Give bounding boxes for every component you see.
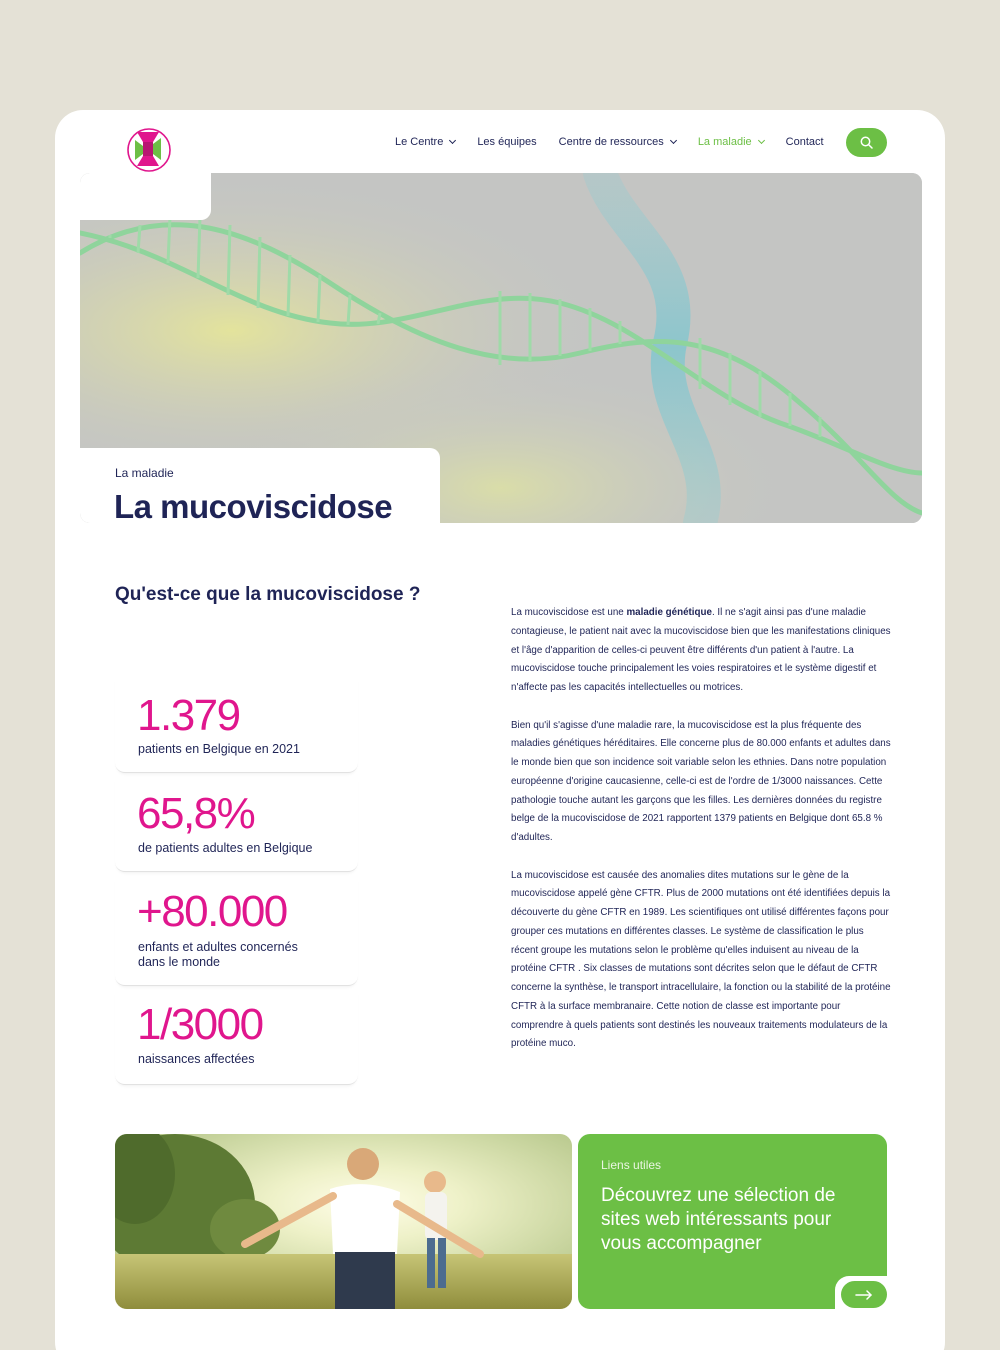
stat-label: de patients adultes en Belgique bbox=[138, 841, 313, 855]
chevron-down-icon bbox=[758, 137, 765, 144]
article-body bbox=[511, 604, 891, 1073]
nav-item-contact[interactable] bbox=[786, 136, 824, 148]
search-button[interactable] bbox=[846, 128, 887, 157]
stat-label: naissances affectées bbox=[138, 1052, 255, 1066]
stat-card bbox=[115, 775, 358, 872]
useful-links-button[interactable] bbox=[841, 1281, 887, 1308]
paragraph: La mucoviscidose est causée des anomalies dites mutations sur le gène de la mucoviscidose appelé gène CFTR. Plus de 2000 mutations ont été identifiées depuis la découverte du gène CFTR en 1989. Les scientifiques ont utilisé différentes façons pour grouper ces mutations en différentes classes. Le système de classification le plus récent groupe les mutations selon le problème qu'elles induisent au niveau de la protéine CFTR . Six classes de mutations sont décrites selon que le défaut de CFTR concerne la synthèse, le transport intracellulaire, la fonction ou la stabilité de la protéine CFTR à la surface membranaire. Cette notion de classe est importante pour comprendre à quels patients sont destinés les nouveaux traitements modulateurs de la protéine muco. bbox=[511, 869, 891, 1050]
stat-card bbox=[115, 988, 358, 1085]
nav-item-label: Les équipes bbox=[477, 136, 537, 148]
logo-mark-icon bbox=[123, 122, 175, 174]
paragraph: Bien qu'il s'agisse d'une maladie rare, la mucoviscidose est la plus fréquente des maladies génétiques héréditaires. Elle concerne plus de 80.000 enfants et adultes dans le monde bien que son incidence soit variable selon les ethnies. Dans notre population européenne d'origine caucasienne, celle-ci est de l'ordre de 1/3000 naissances. Cette pathologie touche autant les garçons que les filles. Les dernières données du registre belge de la mucoviscidose de 2021 rapportent 1379 patients en Belgique dont 65.8 % d'adultes. bbox=[511, 719, 891, 843]
stat-label: enfants et adultes concernés dans le monde bbox=[138, 940, 298, 969]
arrow-right-icon bbox=[855, 1290, 873, 1300]
useful-links-text: Découvrez une sélection de sites web intéressants pour vous accompagner bbox=[601, 1185, 836, 1254]
nav-item-label: Contact bbox=[785, 136, 824, 148]
children-photo bbox=[115, 1134, 572, 1309]
text: . Il ne s'agit ainsi pas d'une maladie contagieuse, le patient nait avec la mucoviscidose bien que les manifestations cliniques et l'âge d'apparition de celles-ci peuvent être différents d'un patient à l'autre. La mucoviscidose touche principalement les voies respiratoires et le système digestif et n'affecte pas les capacités intellectuelles ou motrices. bbox=[511, 607, 891, 693]
hero-image bbox=[80, 173, 922, 523]
page-eyebrow: La maladie bbox=[115, 466, 174, 480]
nav-item-centre-de-ressources[interactable] bbox=[559, 136, 676, 148]
paragraph bbox=[511, 604, 891, 698]
stat-card bbox=[115, 675, 358, 773]
hero-logo-tab bbox=[80, 173, 211, 220]
bold-text: maladie génétique bbox=[626, 607, 712, 618]
stat-value: 65,8% bbox=[137, 789, 255, 838]
stat-value: 1/3000 bbox=[137, 1000, 263, 1049]
nav-item-la-maladie[interactable] bbox=[698, 136, 764, 148]
page-title: La mucoviscidose bbox=[114, 488, 393, 525]
stat-card bbox=[115, 875, 358, 986]
stat-label: patients en Belgique en 2021 bbox=[138, 742, 300, 756]
stat-value: +80.000 bbox=[137, 887, 287, 936]
chevron-down-icon bbox=[670, 137, 677, 144]
useful-links-card[interactable] bbox=[578, 1134, 887, 1309]
section-title: Qu'est-ce que la mucoviscidose ? bbox=[115, 584, 421, 605]
nav-item-label: La maladie bbox=[697, 136, 752, 148]
stat-value: 1.379 bbox=[137, 691, 240, 740]
text: La mucoviscidose est une bbox=[511, 607, 627, 618]
chevron-down-icon bbox=[449, 137, 456, 144]
useful-links-eyebrow: Liens utiles bbox=[601, 1158, 662, 1172]
nav-item-les-equipes[interactable] bbox=[477, 136, 536, 148]
nav-item-label: Le Centre bbox=[395, 136, 444, 148]
nav-item-le-centre[interactable] bbox=[395, 136, 455, 148]
children-running-image bbox=[115, 1134, 572, 1309]
page-card bbox=[55, 110, 945, 1350]
main-nav bbox=[395, 135, 846, 149]
nav-item-label: Centre de ressources bbox=[558, 136, 664, 148]
search-icon bbox=[860, 136, 873, 149]
